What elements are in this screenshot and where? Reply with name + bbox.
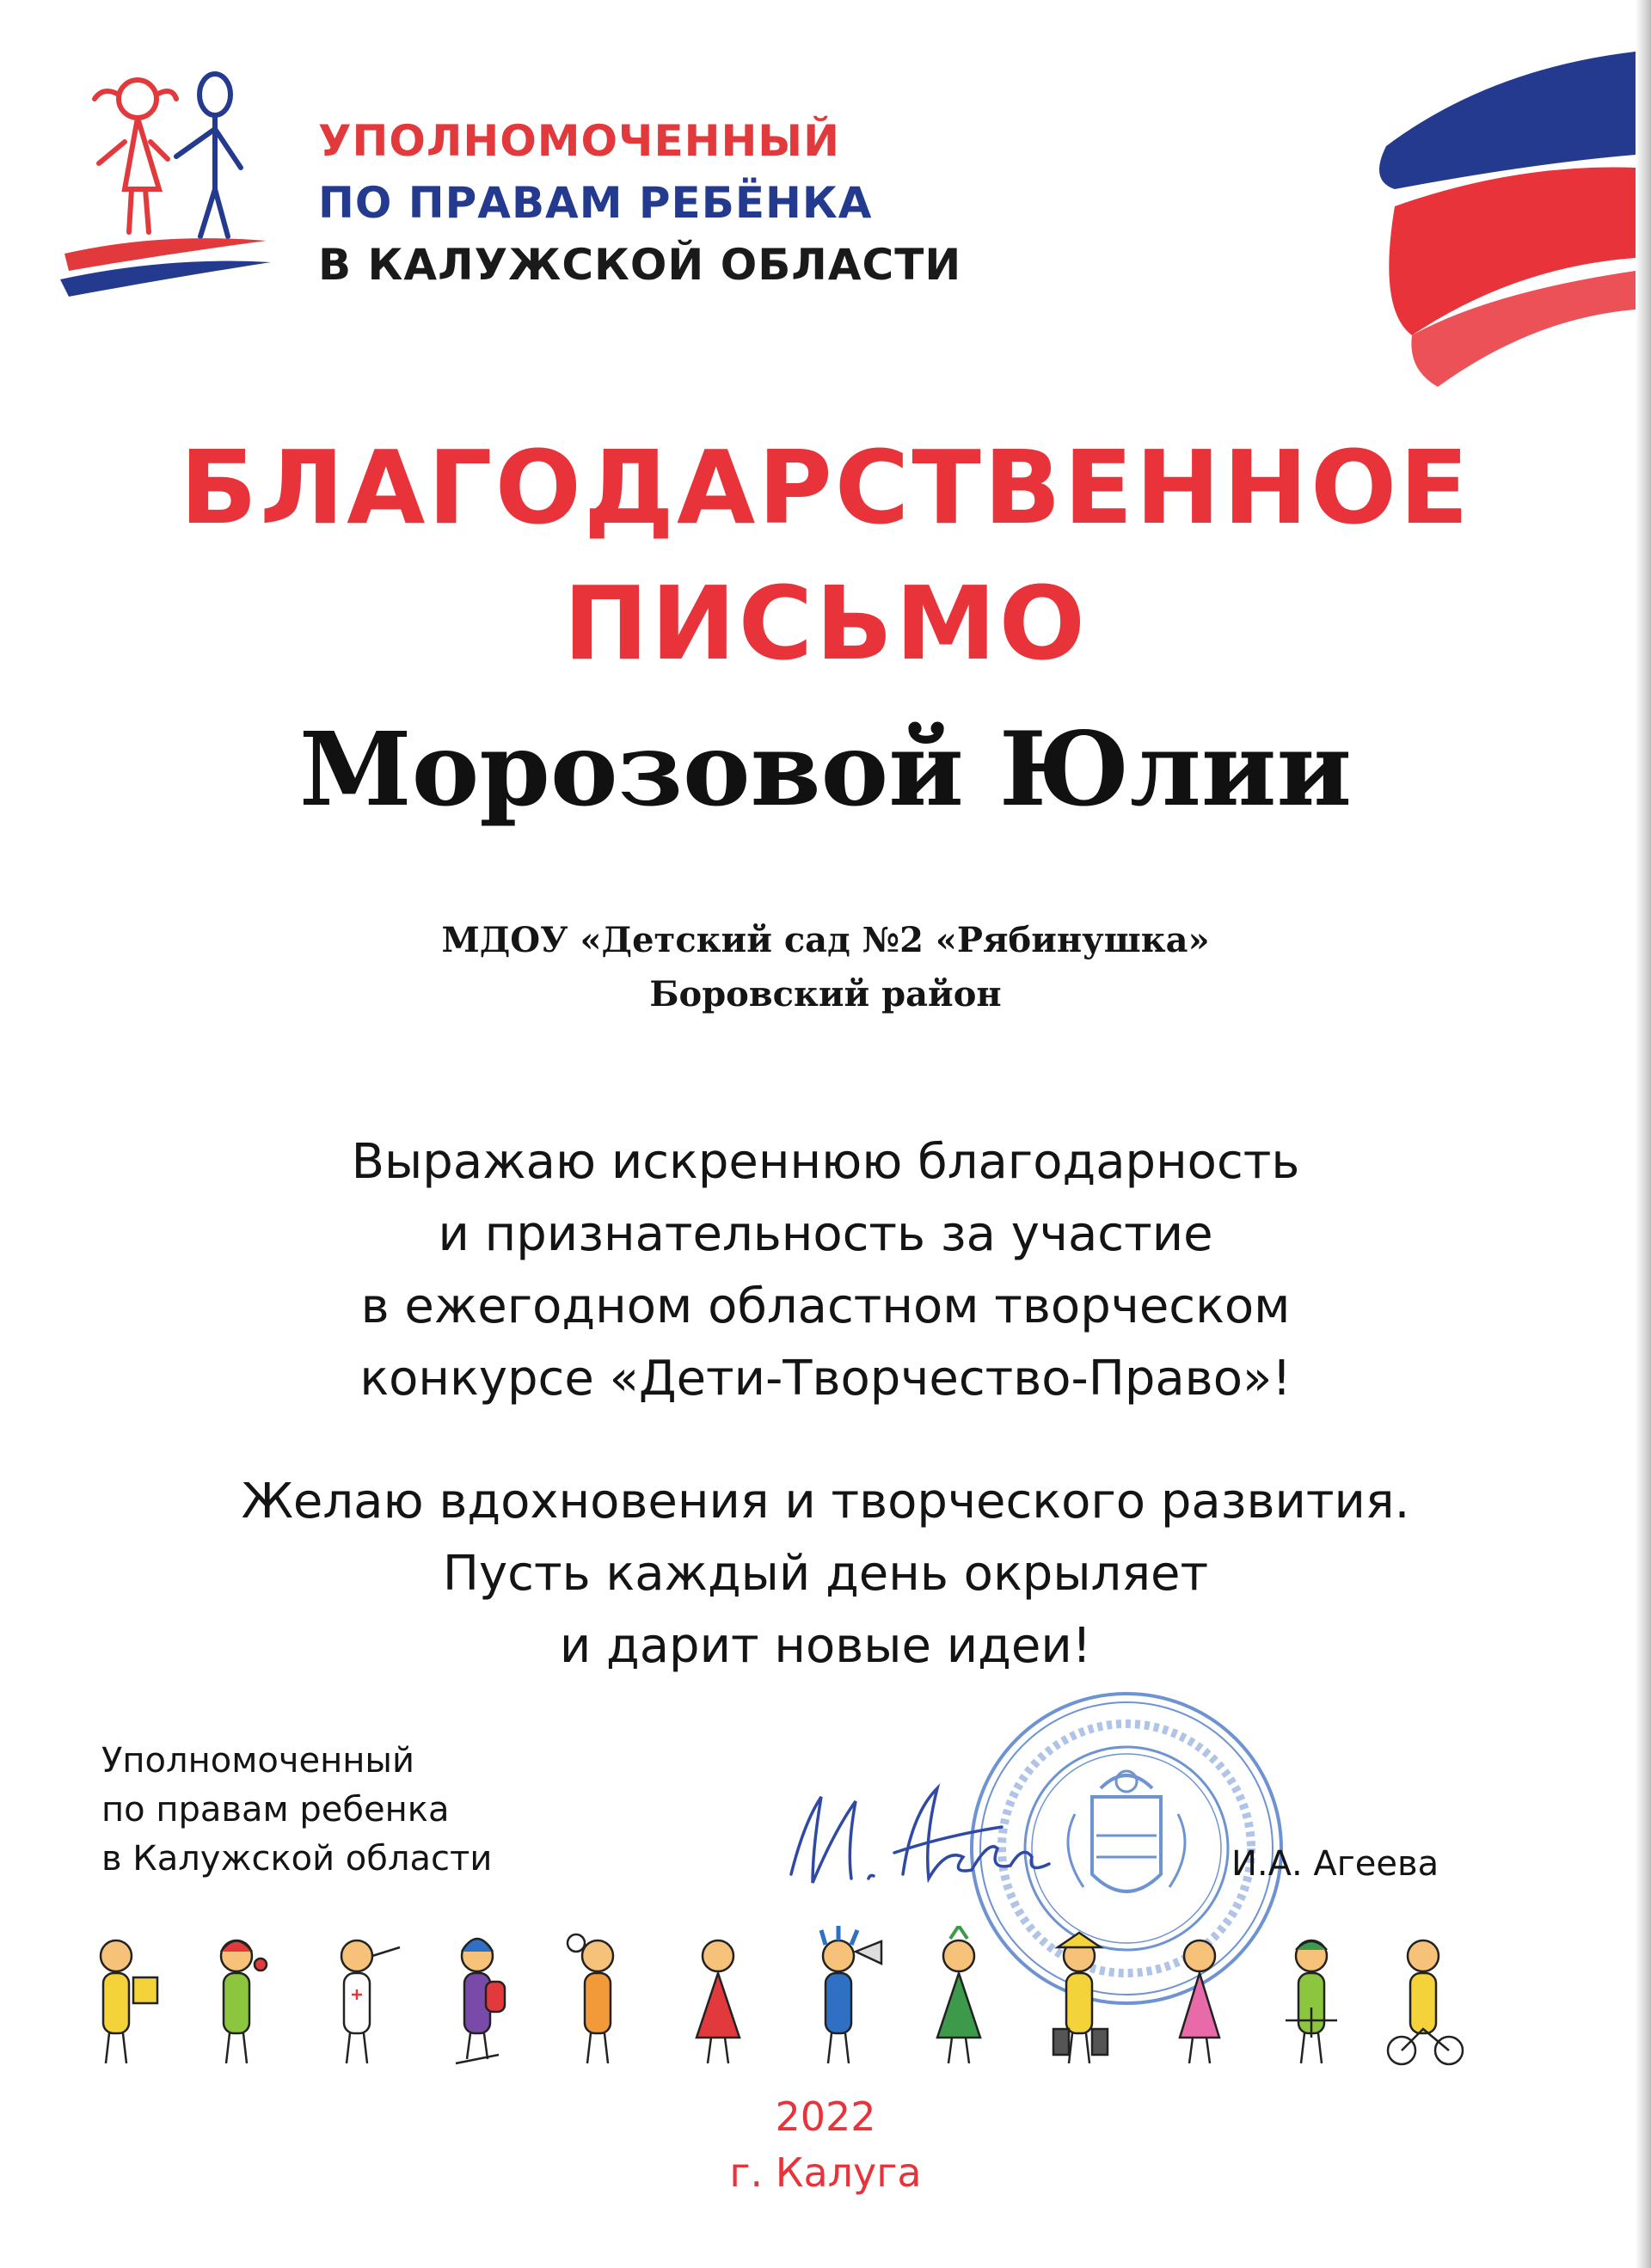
organization-name: МДОУ «Детский сад №2 «Рябинушка» bbox=[441, 920, 1210, 960]
logo-text bbox=[318, 110, 961, 296]
footer-year: 2022 bbox=[775, 2093, 876, 2140]
footer-city: г. Калуга bbox=[729, 2149, 922, 2196]
logo-line-3: В КАЛУЖСКОЙ ОБЛАСТИ bbox=[318, 240, 962, 290]
logo-line-1: УПОЛНОМОЧЕННЫЙ bbox=[318, 116, 840, 166]
signer-name: И.А. Агеева bbox=[1231, 1844, 1439, 1884]
paragraph-line: в ежегодном областном творческом bbox=[360, 1278, 1291, 1334]
wishes-paragraph bbox=[0, 1466, 1651, 1683]
paragraph-line: и признательность за участие bbox=[438, 1206, 1213, 1262]
handwritten-signature bbox=[774, 1762, 1066, 1909]
signer-position bbox=[101, 1737, 492, 1884]
logo-children-icon bbox=[56, 60, 271, 310]
organization-district: Боровский район bbox=[649, 974, 1002, 1014]
recipient-name: Морозовой Юлии bbox=[299, 709, 1352, 829]
paragraph-line: Желаю вдохновения и творческого развития. bbox=[241, 1474, 1410, 1529]
paragraph-line: конкурсе «Дети-Творчество-Право»! bbox=[359, 1351, 1292, 1407]
flag-swoosh bbox=[1360, 52, 1636, 395]
letter-title-line-2: ПИСЬМО bbox=[563, 564, 1088, 683]
paragraph-line: Выражаю искреннюю благодарность bbox=[351, 1134, 1300, 1190]
signer-position-line: по правам ребенка bbox=[101, 1790, 450, 1830]
signer-position-line: в Калужской области bbox=[101, 1839, 493, 1879]
letter-title-line-1: БЛАГОДАРСТВЕННОЕ bbox=[180, 428, 1471, 547]
children-illustration bbox=[73, 1926, 1535, 2081]
logo-line-2: ПО ПРАВАМ РЕБЁНКА bbox=[318, 178, 873, 228]
paragraph-line: Пусть каждый день окрыляет bbox=[442, 1546, 1209, 1602]
signer-position-line: Уполномоченный bbox=[101, 1741, 414, 1781]
paragraph-line: и дарит новые идеи! bbox=[559, 1618, 1092, 1674]
gratitude-paragraph bbox=[0, 1126, 1651, 1415]
